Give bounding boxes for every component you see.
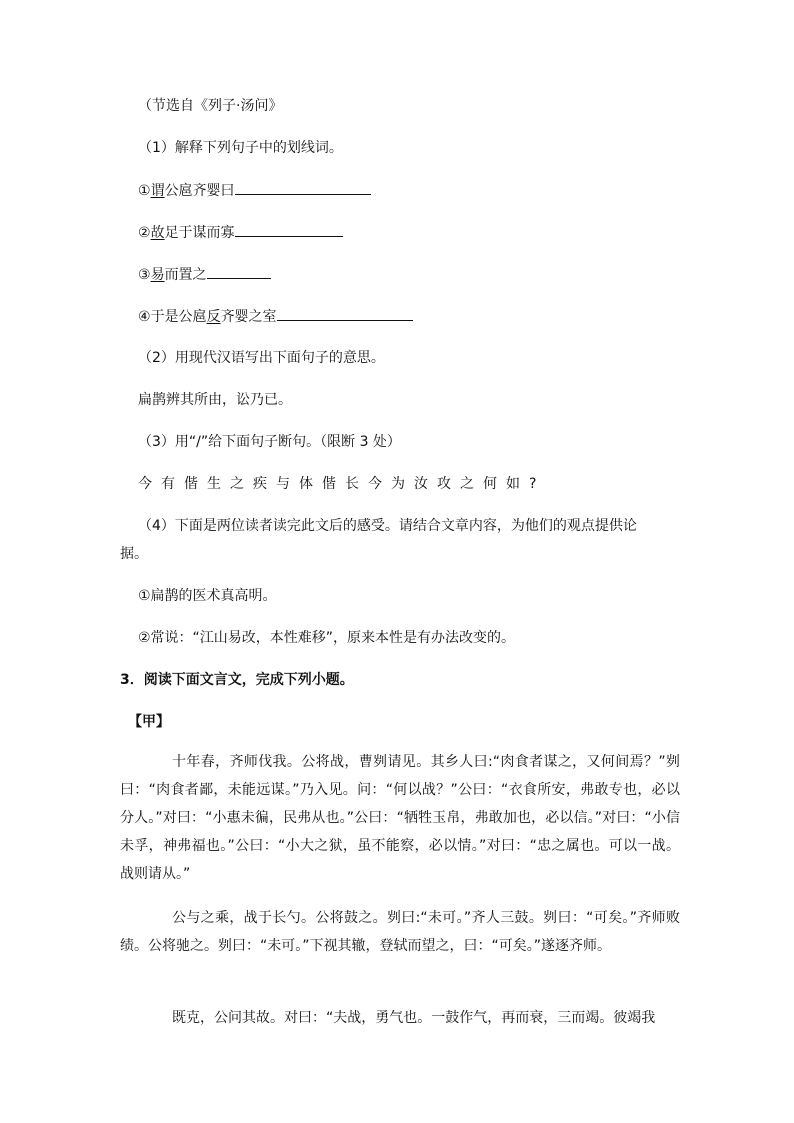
item-number: ① [138, 183, 151, 199]
part-label-jia: 【甲】 [128, 714, 170, 730]
passage-paragraph-1: 十年春，齐师伐我。公将战，曹刿请见。其乡人曰:“肉食者谋之，又何间焉？”刿曰：“肉食者鄙，未能远谋。”乃入见。问：“何以战？”公曰：“衣食所安，弗敢专也，必以分人。”对曰：“小惠未徧，民弗从也。”公曰：“牺牲玉帛，弗敢加也，必以信。”对曰：“小信未孚，神弗福也。”公曰：“小大之狱，虽不能察，必以情。”对曰：“忠之属也。可以一战。战则请从。” [120, 754, 680, 882]
passage-paragraph-2: 公与之乘，战于长勺。公将鼓之。刿曰:“未可。”齐人三鼓。刿曰：“可矣。”齐师败绩。公将驰之。刿曰：“未可。”下视其辙，登轼而望之，曰：“可矣。”遂逐齐师。 [120, 910, 680, 954]
answer-blank[interactable] [207, 264, 271, 279]
q3-prompt: （3）用“/”给下面句子断句。（限断 3 处） [138, 434, 401, 450]
underlined-word: 故 [150, 225, 165, 241]
q2-sentence: 扁鹊辨其所由，讼乃已。 [138, 392, 292, 408]
section3-heading: 3．阅读下面文言文，完成下列小题。 [120, 672, 354, 688]
item-number: ④ [138, 309, 151, 325]
item-number: ② [138, 225, 151, 241]
item-post: 齐婴之室 [220, 309, 277, 325]
q1-item-4 [138, 306, 413, 327]
q3-sentence: 今有偕生之疾与体偕长今为汝攻之何如? [138, 476, 546, 492]
answer-blank[interactable] [235, 180, 371, 195]
q4-opinion-1: ①扁鹊的医术真高明。 [138, 588, 277, 604]
underlined-word: 反 [206, 309, 221, 325]
passage-paragraph-3: 既克，公问其故。对曰：“夫战，勇气也。一鼓作气，再而衰，三而竭。彼竭我 [172, 1010, 656, 1026]
item-post: 而置之 [164, 267, 207, 283]
q1-prompt: （1）解释下列句子中的划线词。 [138, 140, 343, 156]
q2-prompt: （2）用现代汉语写出下面句子的意思。 [138, 350, 385, 366]
q1-item-1 [138, 180, 371, 201]
item-number: ③ [138, 267, 151, 283]
answer-blank[interactable] [277, 306, 413, 321]
q1-item-3 [138, 264, 271, 285]
source-line: （节选自《列子·汤问》 [138, 98, 283, 114]
answer-blank[interactable] [235, 222, 343, 237]
underlined-word: 谓 [150, 183, 165, 199]
item-post: 足于谋而寡 [164, 225, 235, 241]
q4-prompt-line1: （4）下面是两位读者读完此文后的感受。请结合文章内容，为他们的观点提供论 [138, 518, 637, 534]
underlined-word: 易 [150, 267, 165, 283]
q4-opinion-2: ②常说：“江山易改，本性难移”，原来本性是有办法改变的。 [138, 630, 516, 646]
q4-prompt-line2: 据。 [120, 546, 148, 562]
item-pre: 于是公扈 [150, 309, 207, 325]
q1-item-2 [138, 222, 343, 243]
item-post: 公扈齐婴曰 [164, 183, 235, 199]
